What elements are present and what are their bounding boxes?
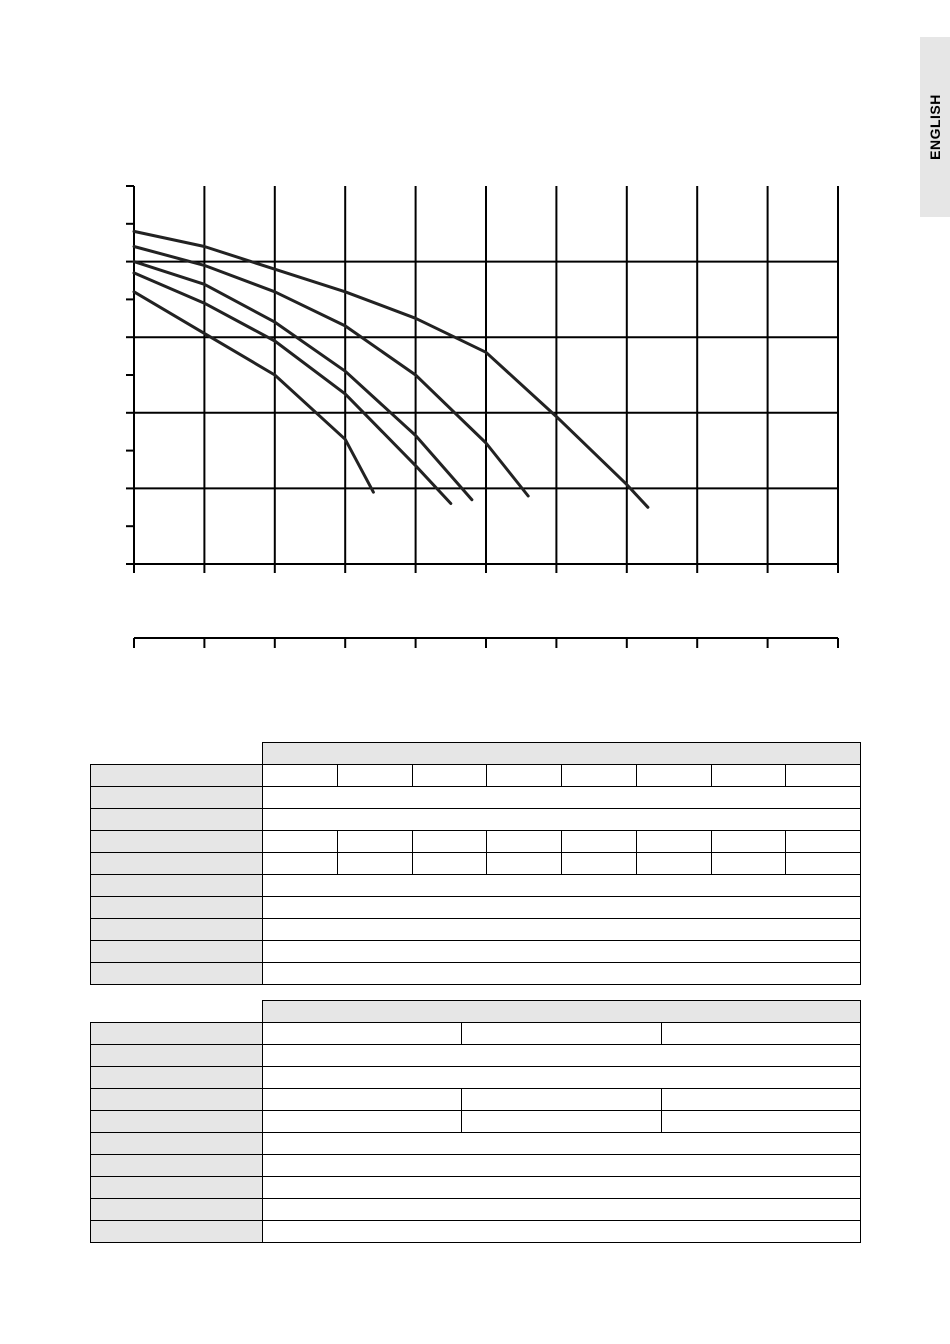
table-row [91,1132,861,1154]
table-cell [462,1088,661,1110]
table-header-band [263,1001,861,1023]
table-row [91,874,861,896]
table-row [91,1001,861,1023]
secondary-axis [134,638,838,648]
table-cell [661,1088,860,1110]
table-row [91,1066,861,1088]
table-row [91,1176,861,1198]
table-cell [562,830,637,852]
table-cell [263,1176,861,1198]
row-label [91,918,263,940]
table-cell [263,1066,861,1088]
table-cell [263,1044,861,1066]
table-cell [263,830,338,852]
performance-curve [134,273,451,504]
row-label [91,1154,263,1176]
table-cell [636,764,711,786]
row-label [91,874,263,896]
table-cell [786,764,861,786]
row-label [91,1088,263,1110]
table-row [91,918,861,940]
table-cell [263,896,861,918]
table-cell [661,1110,860,1132]
table-cell [263,940,861,962]
table-row [91,1088,861,1110]
table-cell [263,1154,861,1176]
table-row [91,1154,861,1176]
table-row [91,808,861,830]
table-cell [661,1022,860,1044]
table-cell [487,852,562,874]
row-label [91,1110,263,1132]
table-cell [263,918,861,940]
row-label [91,940,263,962]
table-header-band [263,743,861,765]
table-cell [337,852,412,874]
table-row [91,743,861,765]
table-cell [711,852,786,874]
table-row [91,1022,861,1044]
spec-table-1 [90,742,861,985]
table-cell [786,830,861,852]
performance-curve [134,247,528,497]
table-cell [487,830,562,852]
row-label [91,1198,263,1220]
table-row [91,830,861,852]
table-row [91,1198,861,1220]
table-cell [91,1001,263,1023]
row-label [91,1176,263,1198]
performance-curve [134,231,648,507]
table-cell [91,743,263,765]
table-cell [562,764,637,786]
row-label [91,1220,263,1242]
row-label [91,1066,263,1088]
table-cell [263,1088,462,1110]
table-cell [263,874,861,896]
row-label [91,852,263,874]
table-cell [711,830,786,852]
table-cell [462,1110,661,1132]
table-cell [263,1110,462,1132]
table-cell [412,764,487,786]
row-label [91,1022,263,1044]
chart-grid [134,186,838,564]
table-row [91,764,861,786]
row-label [91,962,263,984]
table-cell [263,852,338,874]
table-row [91,1044,861,1066]
chart-ticks [126,186,838,573]
table-row [91,896,861,918]
row-label [91,1132,263,1154]
table-cell [636,830,711,852]
table-row [91,940,861,962]
chart-curves [134,231,648,507]
table-cell [412,852,487,874]
table-cell [711,764,786,786]
table-cell [263,764,338,786]
table-cell [263,962,861,984]
row-label [91,786,263,808]
table-cell [636,852,711,874]
table-row [91,962,861,984]
table-cell [263,1220,861,1242]
table-cell [462,1022,661,1044]
row-label [91,896,263,918]
table-cell [562,852,637,874]
row-label [91,808,263,830]
table-row [91,1110,861,1132]
table-cell [263,1022,462,1044]
row-label [91,830,263,852]
table-cell [337,764,412,786]
table-row [91,786,861,808]
row-label [91,764,263,786]
table-cell [263,786,861,808]
table-cell [263,1198,861,1220]
table-cell [487,764,562,786]
table-row [91,1220,861,1242]
table-cell [263,1132,861,1154]
language-label: ENGLISH [927,94,943,160]
table-row [91,852,861,874]
table-cell [337,830,412,852]
table-cell [263,808,861,830]
spec-table-2 [90,1000,861,1243]
table-cell [786,852,861,874]
row-label [91,1044,263,1066]
table-cell [412,830,487,852]
